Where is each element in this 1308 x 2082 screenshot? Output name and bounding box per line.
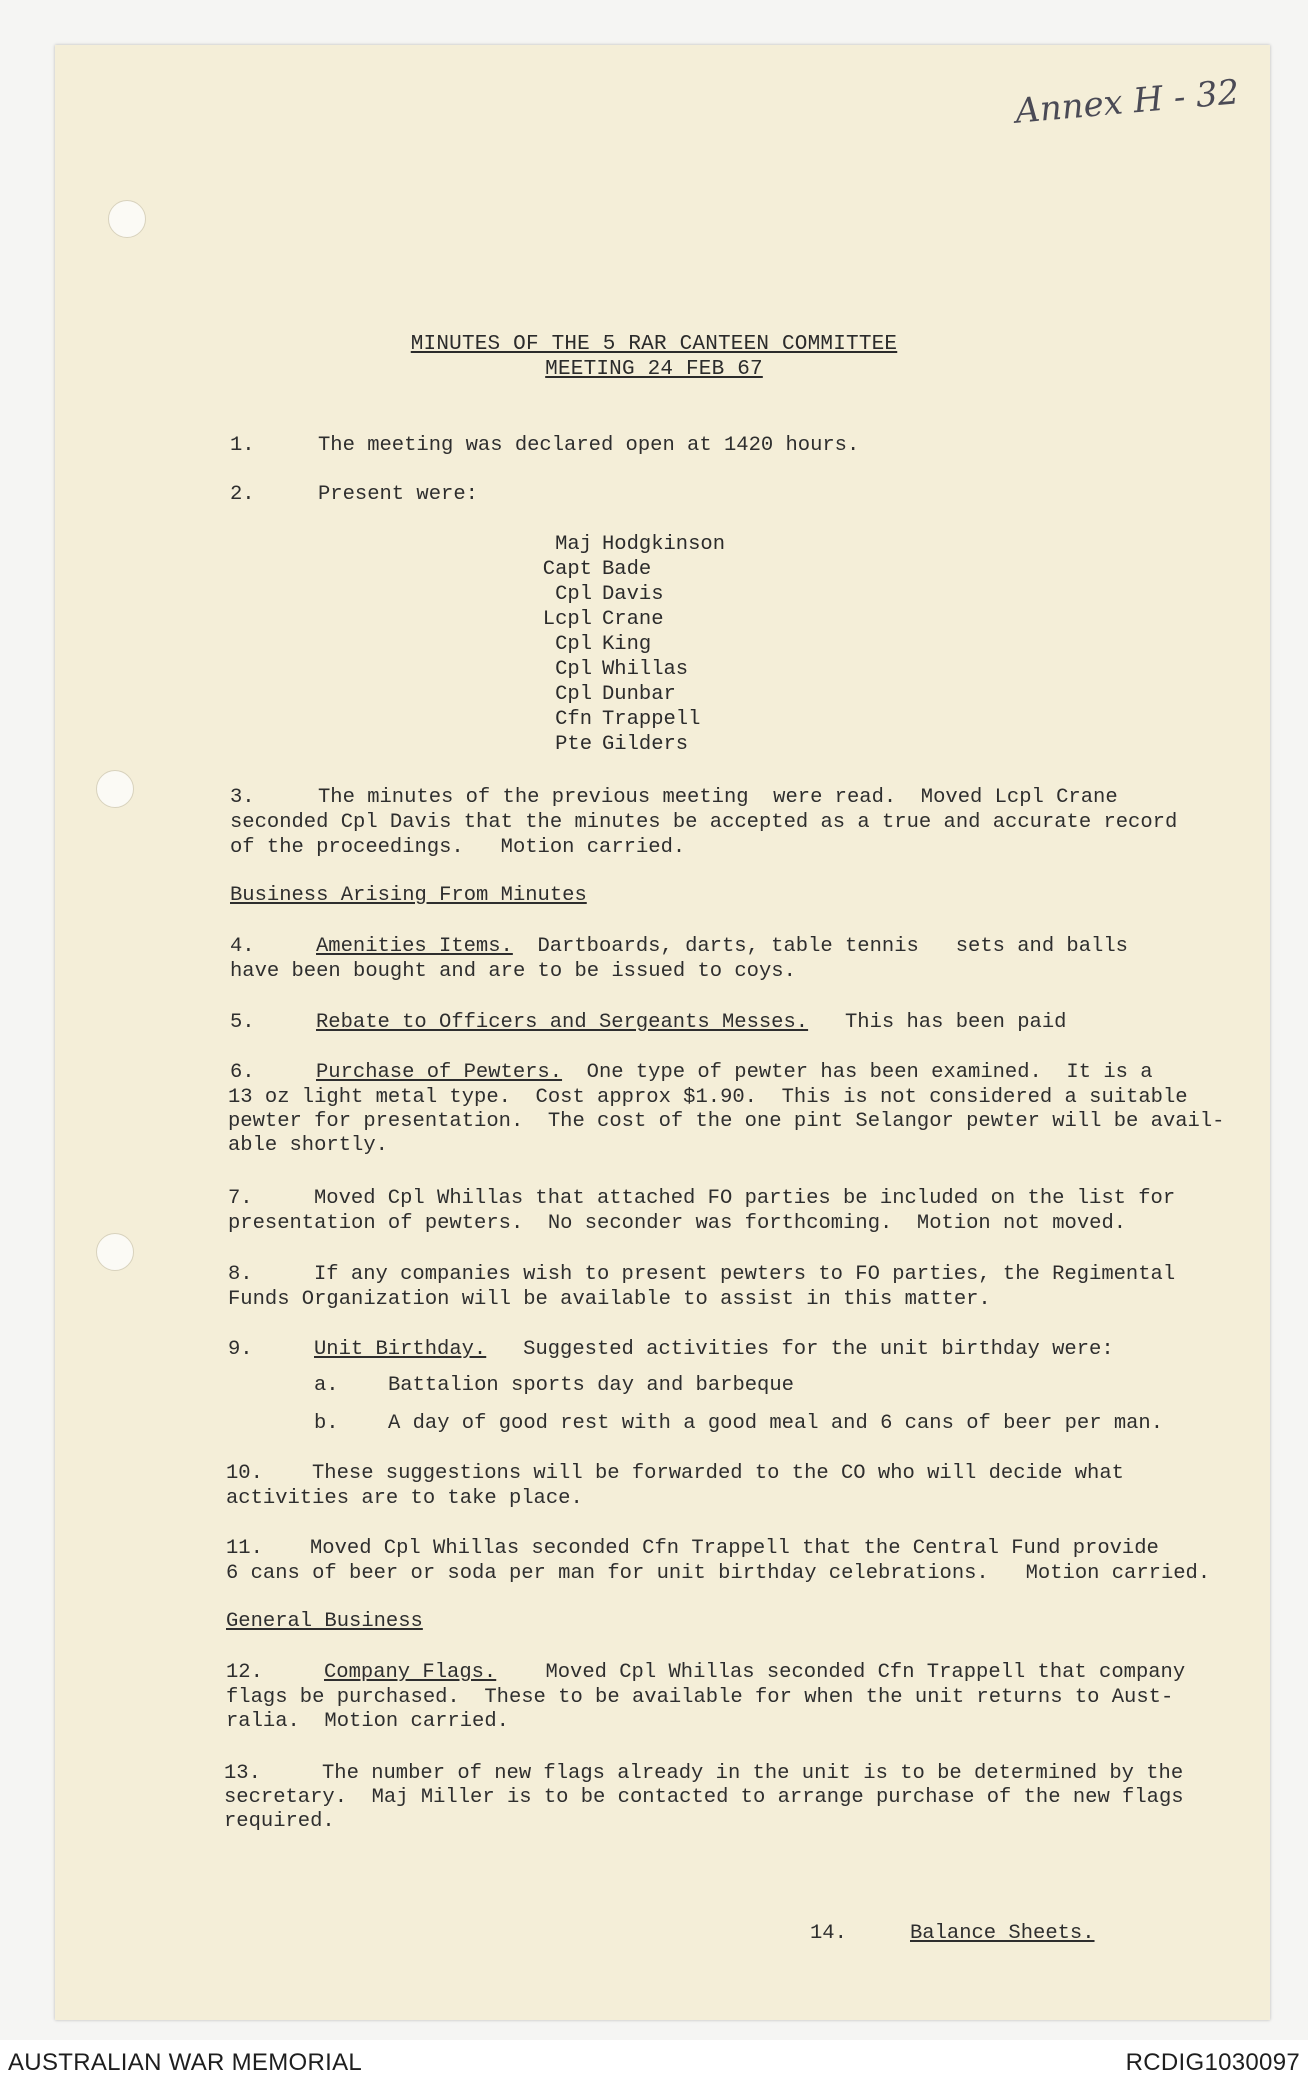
attendee-row: Cfn Trappell — [555, 708, 701, 731]
item-line: Company Flags. Moved Cpl Whillas seconded Cfn Trappell that company — [324, 1661, 1186, 1684]
item-number: 8. — [228, 1263, 253, 1286]
item-text: The meeting was declared open at 1420 hours. — [318, 434, 860, 457]
handwritten-annotation: Annex H - 32 — [1013, 72, 1241, 132]
section-heading: Business Arising From Minutes — [230, 884, 587, 907]
section-heading: Balance Sheets. — [910, 1922, 1095, 1945]
item-text: ralia. Motion carried. — [226, 1710, 509, 1733]
item-text: 13 oz light metal type. Cost approx $1.90. This is not considered a suitable — [228, 1086, 1188, 1109]
attendee-row: Maj Hodgkinson — [555, 533, 726, 556]
item-text: pewter for presentation. The cost of the one pint Selangor pewter will be avail- — [228, 1110, 1225, 1133]
item-line: Amenities Items. Dartboards, darts, table tennis sets and balls — [316, 935, 1128, 958]
item-number: 3. — [230, 786, 255, 809]
item-number: 6. — [230, 1061, 255, 1084]
item-number: 7. — [228, 1187, 253, 1210]
item-text: Moved Cpl Whillas that attached FO parties be included on the list for — [314, 1187, 1176, 1210]
item-text: of the proceedings. Motion carried. — [230, 836, 686, 859]
punch-hole-middle — [96, 770, 134, 808]
item-number: 5. — [230, 1011, 255, 1034]
attendee-row: Cpl Davis — [555, 583, 664, 606]
item-number: 2. — [230, 483, 255, 506]
item-text: have been bought and are to be issued to coys. — [230, 960, 796, 983]
item-line: Rebate to Officers and Sergeants Messes. This has been paid — [316, 1011, 1067, 1034]
item-number: 10. — [226, 1462, 263, 1485]
item-text: presentation of pewters. No seconder was forthcoming. Motion not moved. — [228, 1212, 1127, 1235]
item-text: Present were: — [318, 483, 478, 506]
item-text: 6 cans of beer or soda per man for unit birthday celebrations. Motion carried. — [226, 1562, 1211, 1585]
punch-hole-bottom — [96, 1233, 134, 1271]
item-text: Funds Organization will be available to assist in this matter. — [228, 1288, 991, 1311]
item-number: 4. — [230, 935, 255, 958]
sub-item-label: b. — [314, 1412, 339, 1435]
attendee-row: Cpl Whillas — [555, 658, 689, 681]
punch-hole-top — [108, 200, 146, 238]
attendee-row: Pte Gilders — [555, 733, 689, 756]
item-text: Moved Cpl Whillas seconded Cfn Trappell that the Central Fund provide — [310, 1537, 1159, 1560]
item-text: These suggestions will be forwarded to the CO who will decide what — [312, 1462, 1124, 1485]
sub-item-text: A day of good rest with a good meal and 6 cans of beer per man. — [388, 1412, 1164, 1435]
item-text: seconded Cpl Davis that the minutes be accepted as a true and accurate record — [230, 811, 1178, 834]
attendee-row: Cpl King — [555, 633, 652, 656]
attendee-row: Capt Bade — [542, 558, 652, 581]
item-text: secretary. Maj Miller is to be contacted to arrange purchase of the new flags — [224, 1786, 1184, 1809]
archive-credit: AUSTRALIAN WAR MEMORIAL — [8, 2049, 363, 2076]
item-number: 13. — [224, 1762, 261, 1785]
item-text: The minutes of the previous meeting were read. Moved Lcpl Crane — [318, 786, 1118, 809]
item-number: 12. — [226, 1661, 263, 1684]
item-line: Unit Birthday. Suggested activities for the unit birthday were: — [314, 1338, 1114, 1361]
attendee-row: Cpl Dunbar — [555, 683, 676, 706]
item-number: 1. — [230, 434, 255, 457]
attendee-list — [530, 532, 725, 757]
item-text: activities are to take place. — [226, 1487, 583, 1510]
sub-item-label: a. — [314, 1374, 339, 1397]
attendee-row: Lcpl Crane — [542, 608, 664, 631]
item-text: able shortly. — [228, 1134, 388, 1157]
item-number: 11. — [226, 1537, 263, 1560]
item-number: 9. — [228, 1338, 253, 1361]
item-text: The number of new flags already in the unit is to be determined by the — [322, 1762, 1184, 1785]
document-title: MINUTES OF THE 5 RAR CANTEEN COMMITTEE — [410, 333, 898, 356]
sub-item-text: Battalion sports day and barbeque — [388, 1374, 794, 1397]
item-text: flags be purchased. These to be available for when the unit returns to Aust- — [226, 1686, 1174, 1709]
section-heading: General Business — [226, 1610, 423, 1633]
item-number: 14. — [810, 1922, 847, 1945]
item-text: required. — [224, 1810, 335, 1833]
item-line: Purchase of Pewters. One type of pewter has been examined. It is a — [316, 1061, 1153, 1084]
item-text: If any companies wish to present pewters to FO parties, the Regimental — [314, 1263, 1176, 1286]
document-subtitle: MEETING 24 FEB 67 — [545, 358, 763, 381]
archive-reference-id: RCDIG1030097 — [1125, 2049, 1300, 2076]
